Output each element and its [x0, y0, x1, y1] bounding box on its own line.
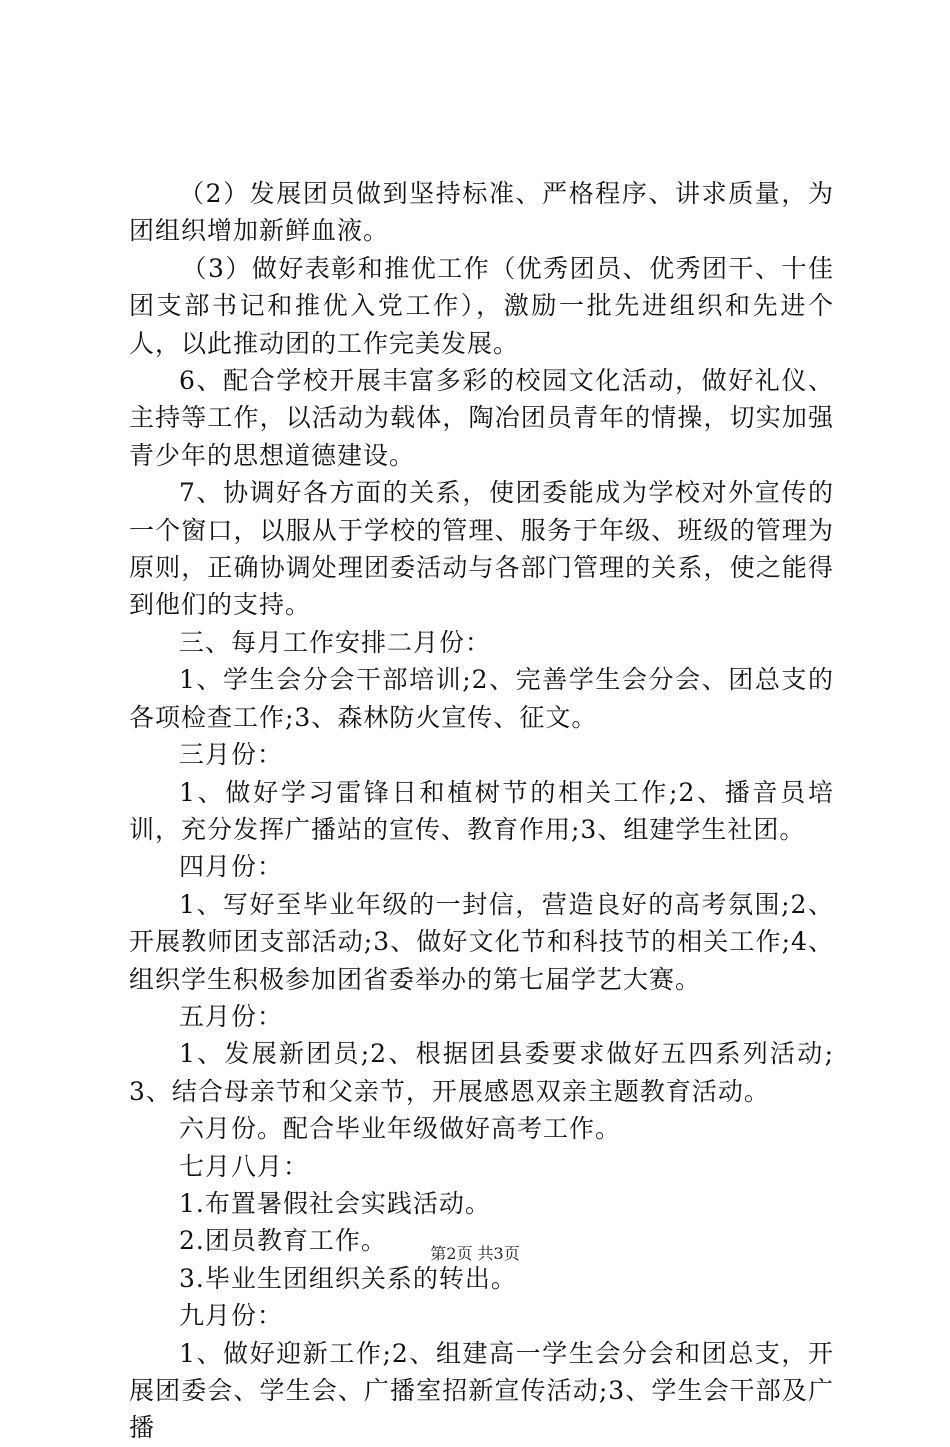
paragraph-4: 7、协调好各方面的关系，使团委能成为学校对外宣传的一个窗口，以服从于学校的管理、服务于年级、班级的管理为原则，正确协调处理团委活动与各部门管理的关系，使之能得到他们的支持。	[129, 478, 834, 620]
list-item-july-2: 2.团员教育工作。	[179, 1226, 387, 1256]
paragraph-1: （2）发展团员做到坚持标准、严格程序、讲求质量，为团组织增加新鲜血液。	[129, 179, 834, 246]
month-heading-july-august: 七月八月：	[179, 1151, 310, 1181]
paragraph-may: 1、发展新团员;2、根据团县委要求做好五四系列活动;3、结合母亲节和父亲节，开展感恩双亲主题教育活动。	[129, 1039, 834, 1106]
list-item-july-3: 3.毕业生团组织关系的转出。	[179, 1263, 517, 1293]
month-heading-may: 五月份：	[179, 1001, 284, 1031]
paragraph-march: 1、做好学习雷锋日和植树节的相关工作;2、播音员培训，充分发挥广播站的宣传、教育作用;3、组建学生社团。	[129, 777, 834, 844]
paragraph-april: 1、写好至毕业年级的一封信，营造良好的高考氛围;2、开展教师团支部活动;3、做好文化节和科技节的相关工作;4、组织学生积极参加团省委举办的第七届学艺大赛。	[129, 889, 834, 994]
month-heading-april: 四月份：	[179, 852, 284, 882]
paragraph-3: 6、配合学校开展丰富多彩的校园文化活动，做好礼仪、主持等工作，以活动为载体，陶冶团员青年的情操，切实加强青少年的思想道德建设。	[129, 366, 834, 470]
month-heading-september: 九月份：	[179, 1301, 284, 1331]
page-number-footer: 第2页 共3页	[430, 1244, 520, 1263]
list-item-july-1: 1.布置暑假社会实践活动。	[179, 1188, 491, 1218]
section-heading-monthly-plan: 三、每月工作安排二月份：	[179, 627, 492, 657]
paragraph-february: 1、学生会分会干部培训;2、完善学生会分会、团总支的各项检查工作;3、森林防火宣传、征文。	[129, 665, 834, 732]
paragraph-september: 1、做好迎新工作;2、组建高一学生会分会和团总支，开展团委会、学生会、广播室招新宣传活动;3、学生会干部及广播	[129, 1338, 834, 1443]
paragraph-2: （3）做好表彰和推优工作（优秀团员、优秀团干、十佳团支部书记和推优入党工作），激励一批先进组织和先进个人，以此推动团的工作完美发展。	[129, 253, 834, 358]
month-heading-march: 三月份：	[179, 740, 284, 770]
paragraph-june: 六月份。配合毕业年级做好高考工作。	[179, 1114, 622, 1144]
